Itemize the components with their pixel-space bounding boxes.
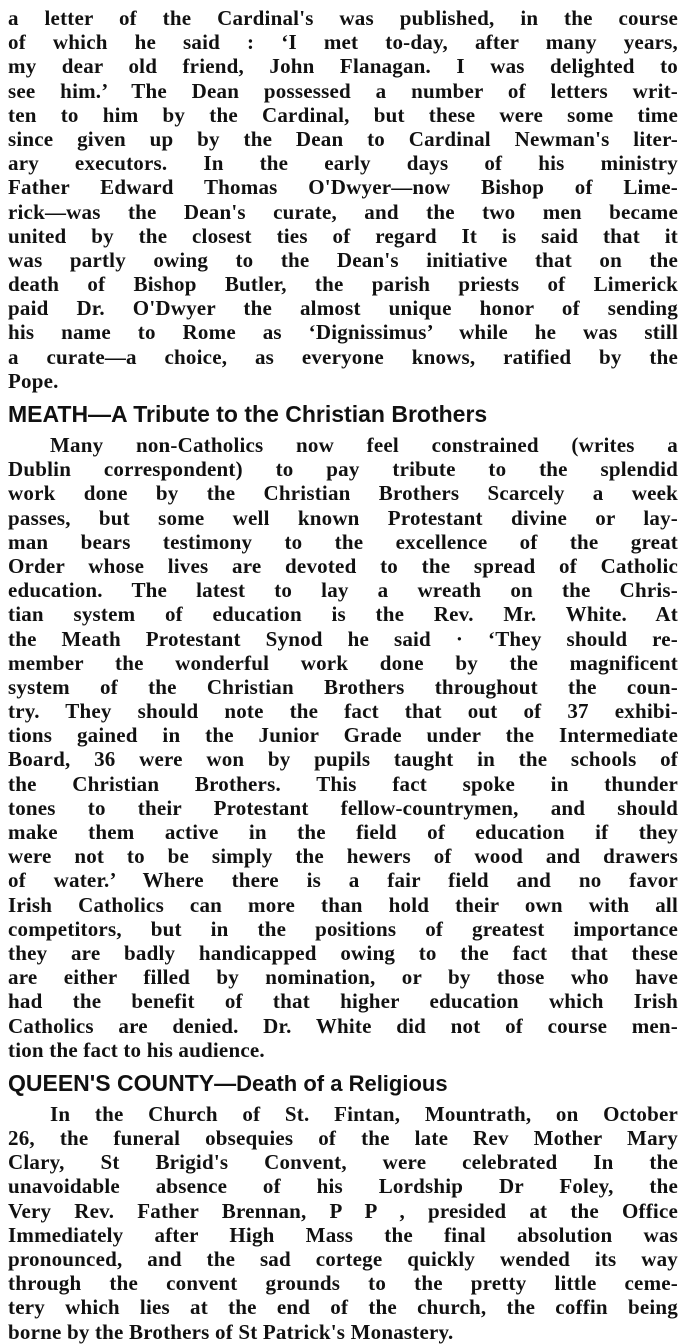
section-heading-queens-county	[8, 1066, 678, 1100]
text-line: Catholics are denied. Dr. White did not of course men-	[8, 1013, 678, 1038]
text-line: see him.’ The Dean possessed a number of letters writ-	[8, 78, 678, 103]
text-line: tion the fact to his audience.	[8, 1037, 265, 1062]
text-line: borne by the Brothers of St Patrick's Monastery.	[8, 1319, 454, 1344]
text-line: member the wonderful work done by the magnificent	[8, 650, 678, 675]
text-line: pronounced, and the sad cortege quickly wended its way	[8, 1247, 678, 1271]
heading-main: QUEEN'S COUNTY	[8, 1069, 215, 1096]
text-line: rick—was the Dean's curate, and the two men became	[8, 199, 678, 224]
heading-sub: —Death of a Religious	[214, 1070, 448, 1096]
text-line: through the convent grounds to the pretty little ceme-	[8, 1271, 678, 1296]
text-line: tones to their Protestant fellow-countrymen, and should	[8, 795, 678, 820]
text-line: man bears testimony to the excellence of the great	[8, 529, 678, 554]
text-line: of which he said : ‘I met to-day, after many years,	[8, 30, 678, 55]
text-line: Many non-Catholics now feel constrained (writes a	[50, 433, 678, 457]
text-line: work done by the Christian Brothers Scarcely a week	[8, 481, 678, 506]
text-line: ten to him by the Cardinal, but these were some time	[8, 102, 678, 127]
text-line: were not to be simply the hewers of wood and drawers	[8, 844, 678, 869]
text-line: Immediately after High Mass the final absolution was	[8, 1222, 678, 1247]
text-line: make them active in the field of education if they	[8, 820, 678, 844]
text-line: ary executors. In the early days of his ministry	[8, 151, 678, 176]
intro-paragraph	[8, 6, 678, 393]
text-line: my dear old friend, John Flanagan. I was delighted to	[8, 54, 678, 79]
text-line: Order whose lives are devoted to the spread of Catholic	[8, 553, 678, 578]
text-line: was partly owing to the Dean's initiative that on the	[8, 247, 678, 272]
text-line: passes, but some well known Protestant divine or lay-	[8, 505, 678, 530]
text-line: In the Church of St. Fintan, Mountrath, on October	[50, 1101, 678, 1126]
text-line: unavoidable absence of his Lordship Dr Foley, the	[8, 1174, 678, 1199]
text-line: Board, 36 were won by pupils taught in the schools of	[8, 747, 678, 772]
text-line: death of Bishop Butler, the parish priests of Limerick	[8, 272, 678, 297]
text-line: Very Rev. Father Brennan, P P , presided at the Office	[8, 1198, 678, 1223]
queens-county-paragraph	[8, 1102, 678, 1344]
text-line: 26, the funeral obsequies of the late Rev Mother Mary	[8, 1126, 678, 1151]
text-line: a letter of the Cardinal's was published, in the course	[8, 6, 678, 30]
meath-paragraph	[8, 433, 678, 1062]
text-line: they are badly handicapped owing to the fact that these	[8, 940, 678, 965]
text-line: since given up by the Dean to Cardinal Newman's liter-	[8, 126, 678, 151]
text-line: a curate—a choice, as everyone knows, ratified by the	[8, 344, 678, 369]
text-line: Clary, St Brigid's Convent, were celebrated In the	[8, 1150, 678, 1175]
text-line: competitors, but in the positions of greatest importance	[8, 916, 678, 941]
text-line: Father Edward Thomas O'Dwyer—now Bishop of Lime-	[8, 175, 678, 200]
text-line: paid Dr. O'Dwyer the almost unique honor of sending	[8, 296, 678, 321]
text-line: education. The latest to lay a wreath on the Chris-	[8, 578, 678, 603]
text-line: Dublin correspondent) to pay tribute to the splendid	[8, 457, 678, 482]
text-line: tery which lies at the end of the church, the coffin being	[8, 1295, 678, 1320]
text-line: his name to Rome as ‘Dignissimus’ while he was still	[8, 320, 678, 345]
text-line: united by the closest ties of regard It is said that it	[8, 223, 678, 248]
text-line: try. They should note the fact that out of 37 exhibi-	[8, 699, 678, 724]
text-line: tian system of education is the Rev. Mr. White. At	[8, 602, 678, 627]
text-line: system of the Christian Brothers throughout the coun-	[8, 674, 678, 699]
text-line: tions gained in the Junior Grade under the Intermediate	[8, 723, 678, 748]
text-line: the Meath Protestant Synod he said · ‘They should re-	[8, 626, 678, 651]
text-line: Irish Catholics can more than hold their own with all	[8, 892, 678, 917]
text-line: Pope.	[8, 368, 59, 393]
text-line: had the benefit of that higher education which Irish	[8, 989, 678, 1014]
text-line: are either filled by nomination, or by those who have	[8, 965, 678, 990]
text-line: of water.’ Where there is a fair field and no favor	[8, 868, 678, 893]
section-heading-meath: MEATH—A Tribute to the Christian Brothers	[8, 401, 488, 427]
text-line: the Christian Brothers. This fact spoke in thunder	[8, 771, 678, 796]
